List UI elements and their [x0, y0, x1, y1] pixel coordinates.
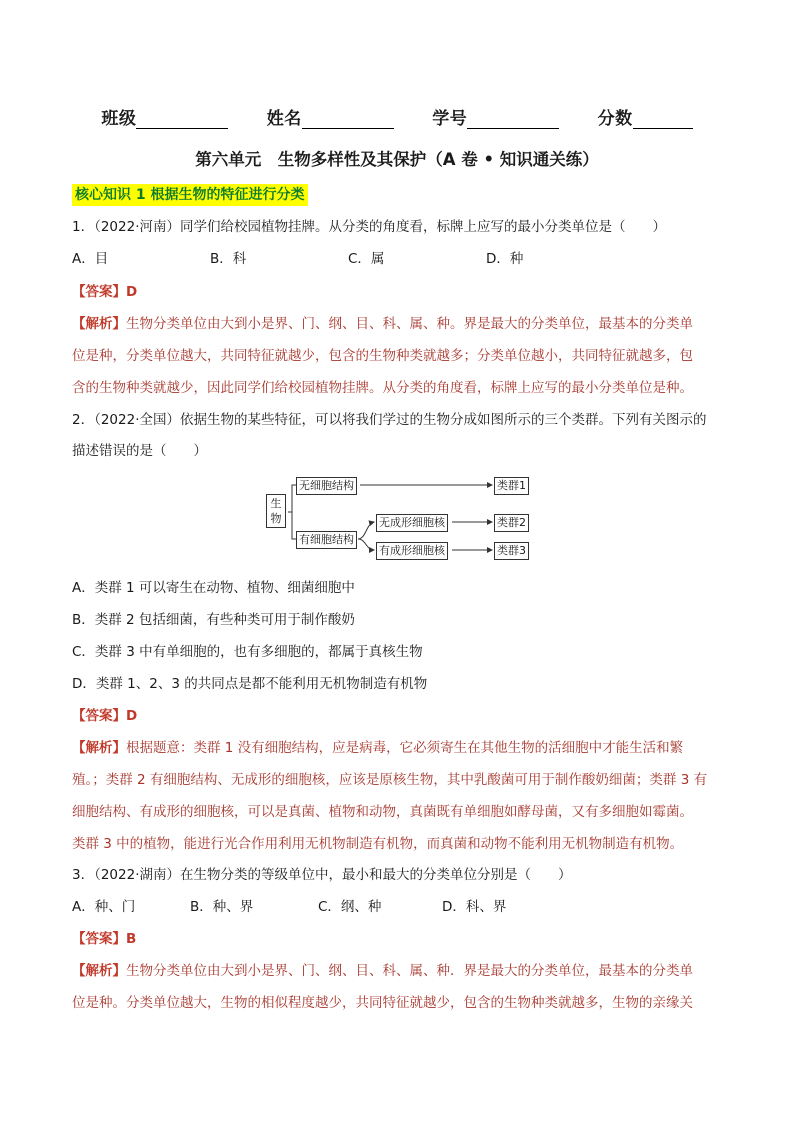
q2-analysis-line-3: 细胞结构、有成形的细胞核，可以是真菌、植物和动物，真菌既有单细胞如酵母菌，又有多细胞如霉菌。: [72, 804, 693, 820]
q3-answer-value: B: [126, 931, 137, 947]
q3-answer: [72, 929, 722, 949]
diagram-has-nucleus-box: 有成形细胞核: [376, 542, 448, 560]
q3-option-b[interactable]: B．种、界: [190, 899, 254, 915]
q1-analysis-line-3: 含的生物种类就越少，因此同学们给校园植物挂牌。从分类的角度看，标牌上应写的最小分类单位是种。: [72, 380, 693, 396]
id-label: 学号: [432, 109, 468, 129]
q1-analysis-line-2: 位是种，分类单位越大，共同特征就越少，包含的生物种类就越多；分类单位越小，共同特征就越多，包: [72, 348, 693, 364]
q3-analysis-line-1: [72, 961, 722, 981]
q1-stem: 1．（2022·河南）同学们给校园植物挂牌。从分类的角度看，标牌上应写的最小分类单位是（ ）: [72, 219, 666, 235]
arrow-to-no-nucleus: [358, 522, 374, 539]
class-blank[interactable]: [136, 110, 228, 129]
q3-option-d[interactable]: D．科、界: [442, 899, 507, 915]
q2-analysis-tag: 【解析】: [72, 740, 126, 756]
diagram-no-cell-box: 无细胞结构: [296, 477, 357, 495]
name-blank[interactable]: [302, 110, 394, 129]
q3-option-a[interactable]: A．种、门: [72, 899, 136, 915]
page-title: 第六单元 生物多样性及其保护（A 卷 • 知识通关练）: [195, 150, 599, 169]
score-blank[interactable]: [633, 110, 693, 129]
score-label: 分数: [597, 109, 633, 129]
score-field: [598, 104, 693, 129]
q2-option-a[interactable]: A．类群 1 可以寄生在动物、植物、细菌细胞中: [72, 580, 355, 596]
id-blank[interactable]: [467, 110, 559, 129]
q2-option-c[interactable]: C．类群 3 中有单细胞的，也有多细胞的，都属于真核生物: [72, 644, 423, 660]
q1-option-b[interactable]: B．科: [210, 251, 247, 267]
q3-options: [72, 897, 722, 917]
q2-analysis-text-1: 根据题意：类群 1 没有细胞结构，应是病毒，它必须寄生在其他生物的活细胞中才能生活和繁: [126, 740, 684, 756]
diagram-group3-box: 类群3: [494, 542, 529, 560]
diagram-no-nucleus-box: 无成形细胞核: [376, 514, 448, 532]
q1-analysis-line-1: [72, 314, 722, 334]
q2-analysis-line-2: 殖。；类群 2 有细胞结构、无成形的细胞核，应该是原核生物，其中乳酸菌可用于制作酸奶细菌；类群 3 有: [72, 772, 708, 788]
class-label: 班级: [101, 109, 137, 129]
q2-analysis-line-1: [72, 738, 722, 758]
q2-option-b[interactable]: B．类群 2 包括细菌，有些种类可用于制作酸奶: [72, 612, 355, 628]
q3-answer-tag: 【答案】: [72, 931, 126, 947]
q1-option-a[interactable]: A．目: [72, 251, 109, 267]
q1-answer: [72, 282, 722, 302]
name-label: 姓名: [266, 109, 302, 129]
diagram-has-cell-box: 有细胞结构: [296, 531, 357, 549]
class-field: [101, 104, 228, 129]
q3-analysis-tag: 【解析】: [72, 963, 126, 979]
classification-diagram: [262, 472, 532, 568]
section-heading: 核心知识 1 根据生物的特征进行分类: [72, 184, 308, 206]
q2-answer: [72, 706, 722, 726]
diagram-group1-box: 类群1: [494, 477, 529, 495]
diagram-root-box: 生物: [266, 494, 286, 528]
arrow-to-has-nucleus: [358, 539, 374, 550]
diagram-group2-box: 类群2: [494, 514, 529, 532]
q1-options: [72, 249, 722, 269]
q2-option-d[interactable]: D．类群 1、2、3 的共同点是都不能利用无机物制造有机物: [72, 676, 428, 692]
student-info-line: [0, 104, 794, 129]
q2-stem-line-1: 2．（2022·全国）依据生物的某些特征，可以将我们学过的生物分成如图所示的三个类群。下列有关图示的: [72, 412, 707, 428]
q1-option-c[interactable]: C．属: [348, 251, 385, 267]
q1-option-d[interactable]: D．种: [486, 251, 524, 267]
q2-analysis-line-4: 类群 3 中的植物，能进行光合作用利用无机物制造有机物，而真菌和动物不能利用无机物制造有机物。: [72, 836, 684, 852]
q3-stem: 3．（2022·湖南）在生物分类的等级单位中，最小和最大的分类单位分别是（ ）: [72, 867, 572, 883]
q2-answer-value: D: [126, 708, 138, 724]
q1-answer-value: D: [126, 284, 138, 300]
q1-answer-tag: 【答案】: [72, 284, 126, 300]
id-field: [432, 104, 559, 129]
q2-answer-tag: 【答案】: [72, 708, 126, 724]
q1-analysis-text-1: 生物分类单位由大到小是界、门、纲、目、科、属、种。界是最大的分类单位，最基本的分类单: [126, 316, 693, 332]
q3-analysis-text-1: 生物分类单位由大到小是界、门、纲、目、科、属、种．界是最大的分类单位，最基本的分类单: [126, 963, 693, 979]
name-field: [267, 104, 394, 129]
connector-root-nocell: [288, 485, 296, 512]
q3-option-c[interactable]: C．纲、种: [318, 899, 382, 915]
q1-analysis-tag: 【解析】: [72, 316, 126, 332]
q3-analysis-line-2: 位是种。分类单位越大，生物的相似程度越少，共同特征就越少，包含的生物种类就越多，生物的亲缘关: [72, 995, 693, 1011]
q2-stem-line-2: 描述错误的是（ ）: [72, 443, 207, 459]
